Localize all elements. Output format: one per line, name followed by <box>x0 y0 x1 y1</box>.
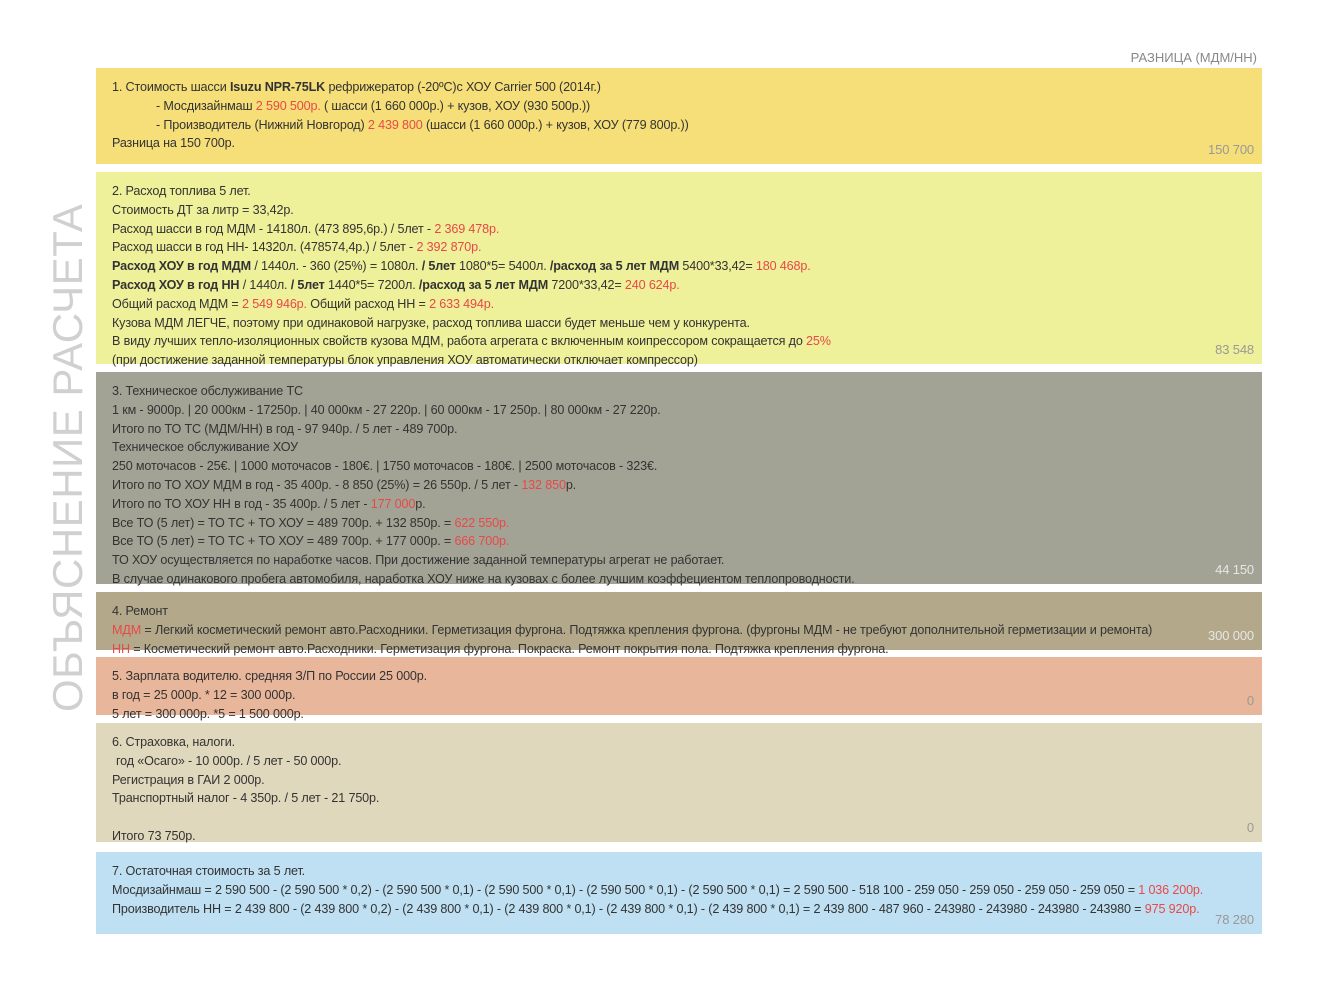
highlighted-value: НН <box>112 641 130 656</box>
text-segment: 6. Страховка, налоги. <box>112 735 235 749</box>
text-line <box>112 78 1246 97</box>
text-segment: / 5лет <box>290 277 325 292</box>
text-segment: Isuzu NPR-75LK <box>229 80 326 94</box>
difference-value: 300 000 <box>1208 628 1254 644</box>
text-line <box>112 640 1246 659</box>
text-line <box>112 182 1246 201</box>
text-segment: В виду лучших тепло-изоляционных свойств кузова МДМ, работа агрегата с включенным коипрессором сокращается до <box>112 334 807 349</box>
block-lines <box>112 862 1246 918</box>
block-insurance-taxes <box>96 723 1262 842</box>
highlighted-value: 2 439 800 <box>367 117 423 132</box>
highlighted-value: 975 920р. <box>1144 901 1200 916</box>
text-segment: 1080*5= 5400л. <box>455 259 550 274</box>
text-segment: Техническое обслуживание ХОУ <box>112 440 298 455</box>
text-segment: / 1440л. - 360 (25%) = 1080л. <box>250 259 422 274</box>
difference-column-header: РАЗНИЦА (МДМ/НН) <box>1130 50 1257 65</box>
text-segment: Мосдизайнмаш = 2 590 500 - (2 590 500 * 0,2) - (2 590 500 * 0,1) - (2 590 500 * 0,1) - (2 590 500 * 0,1) - (2 590 500 * 0,1) = 2 590 500 - 518 100 - 259 050 - 259 050 - 259 050 - 259 050 = <box>112 882 1139 897</box>
block-lines <box>112 182 1246 370</box>
highlighted-value: 622 550р. <box>454 515 510 530</box>
text-line <box>112 789 1246 808</box>
text-line <box>112 332 1246 351</box>
text-line <box>112 220 1246 239</box>
text-segment: Расход ХОУ в год НН <box>112 277 240 292</box>
text-line <box>112 771 1246 790</box>
text-segment: Итого по ТО ХОУ НН в год - 35 400р. / 5 лет - <box>112 496 371 511</box>
highlighted-value: 666 700р. <box>454 534 510 549</box>
text-line <box>112 438 1246 457</box>
text-line <box>112 602 1246 621</box>
text-segment: рефрижератор (-20ºC)с ХОУ Carrier 500 (2014г.) <box>325 80 601 94</box>
text-line <box>112 495 1246 514</box>
text-segment: Общий расход МДМ = <box>112 296 242 311</box>
text-segment: /расход за 5 лет МДМ <box>418 277 549 292</box>
text-line <box>112 621 1246 640</box>
block-lines <box>112 78 1246 153</box>
highlighted-value: 25% <box>806 334 831 349</box>
text-segment: Общий расход НН = <box>306 296 430 311</box>
block-chassis-cost <box>96 68 1262 164</box>
text-line <box>112 900 1246 919</box>
highlighted-value: 2 590 500р. <box>255 98 321 113</box>
text-segment: Стоимость ДТ за литр = 33,42р. <box>112 202 294 217</box>
difference-value: 78 280 <box>1215 912 1254 928</box>
highlighted-value: 240 624р. <box>624 277 680 292</box>
difference-value: 0 <box>1246 820 1254 836</box>
text-line <box>112 686 1246 705</box>
text-segment: 1 км - 9000р. | 20 000км - 17250р. | 40 000км - 27 220р. | 60 000км - 17 250р. | 80 000км - 27 220р. <box>112 402 661 417</box>
text-line <box>112 570 1246 589</box>
block-repair <box>96 592 1262 656</box>
text-segment: /расход за 5 лет МДМ <box>549 259 680 274</box>
text-segment: 7200*33,42= <box>548 277 625 292</box>
side-title: ОБЪЯСНЕНИЕ РАСЧЕТА <box>44 203 91 712</box>
text-line <box>112 827 1246 846</box>
text-line <box>112 532 1246 551</box>
highlighted-value: 1 036 200р. <box>1138 882 1204 897</box>
highlighted-value: 180 468р. <box>755 259 811 274</box>
text-segment: Разница на 150 700р. <box>112 136 235 151</box>
text-segment: Кузова МДМ ЛЕГЧЕ, поэтому при одинаковой нагрузке, расход топлива шасси будет меньше чем у конкурента. <box>112 315 750 330</box>
text-line <box>112 476 1246 495</box>
highlighted-value: 2 633 494р. <box>429 296 494 311</box>
text-line <box>112 97 1246 116</box>
text-line <box>112 881 1246 900</box>
text-line <box>112 351 1246 370</box>
text-segment: Транспортный налог - 4 350р. / 5 лет - 21 750р. <box>112 791 380 806</box>
text-line <box>112 257 1246 276</box>
text-segment: 5400*33,42= <box>679 259 756 274</box>
text-line <box>112 116 1246 135</box>
text-segment: р. <box>565 477 577 492</box>
text-line <box>112 134 1246 153</box>
text-segment: 2. Расход топлива 5 лет. <box>112 184 251 198</box>
text-segment: Расход шасси в год МДМ - 14180л. (473 895,6р.) / 5лет - <box>112 221 435 236</box>
text-segment: / 5лет <box>421 259 456 274</box>
text-line <box>112 401 1246 420</box>
text-segment: Все ТО (5 лет) = ТО ТС + ТО ХОУ = 489 700р. + 177 000р. = <box>112 534 455 549</box>
text-segment: Расход шасси в год НН- 14320л. (478574,4р.) / 5лет - <box>112 240 417 255</box>
text-segment: - Производитель (Нижний Новгород) <box>156 117 368 132</box>
text-segment: Расход ХОУ в год МДМ <box>112 259 251 274</box>
block-lines <box>112 602 1246 658</box>
text-segment: - Мосдизайнмаш <box>156 98 256 113</box>
highlighted-value: 132 850 <box>521 477 566 492</box>
text-segment: год «Осаго» - 10 000р. / 5 лет - 50 000р. <box>116 753 342 768</box>
text-segment: Итого по ТО ХОУ МДМ в год - 35 400р. - 8 850 (25%) = 26 550р. / 5 лет - <box>112 477 522 492</box>
highlighted-value: 2 549 946р. <box>242 296 307 311</box>
text-line <box>112 705 1246 724</box>
text-line <box>112 295 1246 314</box>
highlighted-value: 2 392 870р. <box>416 240 482 255</box>
text-line <box>112 201 1246 220</box>
text-segment: = Косметический ремонт авто.Расходники. Герметизация фургона. Покраска. Ремонт покрытия пола. Подтяжка крепления фургона. <box>129 641 889 656</box>
text-line <box>112 457 1246 476</box>
text-segment: (шасси (1 660 000р.) + кузов, ХОУ (779 800р.)) <box>422 117 689 132</box>
text-segment: ТО ХОУ осуществляется по наработке часов. При достижение заданной температуры агрегат не работает. <box>112 553 725 568</box>
text-line <box>112 314 1246 333</box>
text-line <box>112 862 1246 881</box>
text-segment: 1440*5= 7200л. <box>324 277 419 292</box>
block-maintenance <box>96 372 1262 584</box>
text-segment: 3. Техническое обслуживание ТС <box>112 384 303 398</box>
text-segment: В случае одинакового пробега автомобиля, наработка ХОУ ниже на кузовах с более лучшим коэффециентом теплопроводности. <box>112 571 855 586</box>
text-segment: в год = 25 000р. * 12 = 300 000р. <box>112 687 296 702</box>
highlighted-value: 2 369 478р. <box>434 221 500 236</box>
text-segment: Итого 73 750р. <box>112 828 196 843</box>
text-line <box>112 420 1246 439</box>
text-segment: (при достижение заданной температуры блок управления ХОУ автоматически отключает компрессор) <box>112 353 698 368</box>
text-segment: Итого по ТО ТС (МДМ/НН) в год - 97 940р. / 5 лет - 489 700р. <box>112 421 458 436</box>
text-segment: р. <box>415 496 426 511</box>
text-line <box>112 808 1246 827</box>
text-line <box>112 276 1246 295</box>
block-lines <box>112 733 1246 846</box>
block-lines <box>112 667 1246 723</box>
difference-value: 83 548 <box>1215 342 1254 358</box>
text-line <box>112 514 1246 533</box>
text-line <box>112 667 1246 686</box>
difference-value: 0 <box>1246 693 1254 709</box>
text-line <box>112 752 1246 771</box>
highlighted-value: 177 000 <box>370 496 416 511</box>
text-line <box>112 238 1246 257</box>
block-driver-salary <box>96 657 1262 721</box>
text-segment: 4. Ремонт <box>112 604 168 618</box>
text-segment: / 1440л. <box>239 277 291 292</box>
text-segment: = Легкий косметический ремонт авто.Расходники. Герметизация фургона. Подтяжка крепления фургона. (фургоны МДМ - не требуют дополнительной герметизации и ремонта) <box>141 622 1153 637</box>
difference-value: 44 150 <box>1215 562 1254 578</box>
text-segment: Производитель НН = 2 439 800 - (2 439 800 * 0,2) - (2 439 800 * 0,1) - (2 439 800 * 0,1) - (2 439 800 * 0,1) - (2 439 800 * 0,1) = 2 439 800 - 487 960 - 243980 - 243980 - 243980 - 243980 = <box>112 901 1145 916</box>
text-segment: 7. Остаточная стоимость за 5 лет. <box>112 864 306 878</box>
text-segment: 5. Зарплата водителю. средняя З/П по России 25 000р. <box>112 669 427 683</box>
text-segment: ( шасси (1 660 000р.) + кузов, ХОУ (930 500р.)) <box>320 98 591 113</box>
text-line <box>112 551 1246 570</box>
text-line <box>112 733 1246 752</box>
block-fuel-consumption <box>96 172 1262 368</box>
block-residual-value <box>96 852 1262 934</box>
text-segment: Регистрация в ГАИ 2 000р. <box>112 772 265 787</box>
difference-value: 150 700 <box>1208 142 1254 158</box>
text-segment: Все ТО (5 лет) = ТО ТС + ТО ХОУ = 489 700р. + 132 850р. = <box>112 515 455 530</box>
text-segment: 250 моточасов - 25€. | 1000 моточасов - 180€. | 1750 моточасов - 180€. | 2500 моточасов - 323€. <box>112 459 658 474</box>
block-lines <box>112 382 1246 589</box>
highlighted-value: МДМ <box>112 622 142 637</box>
text-line <box>112 382 1246 401</box>
text-segment: 1. Стоимость шасси <box>112 80 230 94</box>
text-segment: 5 лет = 300 000р. *5 = 1 500 000р. <box>112 706 304 721</box>
